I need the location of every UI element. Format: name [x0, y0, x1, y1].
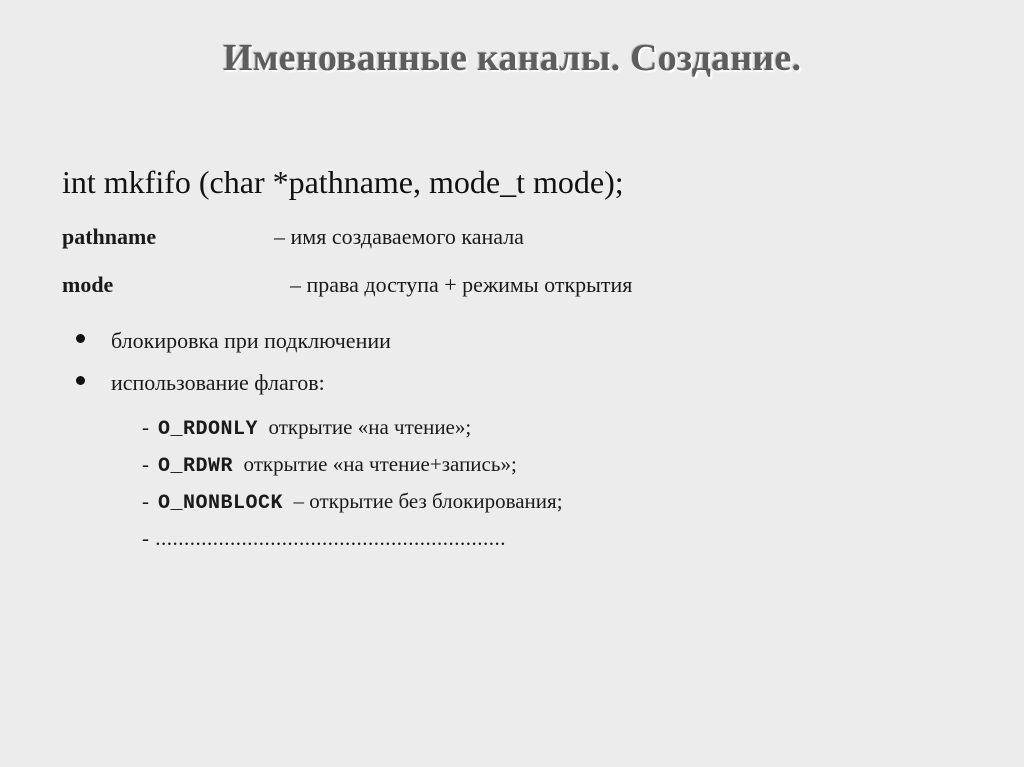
parameter-name-pathname: pathname — [62, 224, 157, 249]
flag-item-nonblock — [142, 484, 1024, 521]
flag-dash: - — [142, 452, 149, 476]
flag-item-ellipsis: - ............................................................. — [142, 526, 506, 550]
parameter-name-mode: mode — [62, 272, 114, 297]
flag-code-nonblock: O_NONBLOCK — [158, 492, 284, 515]
parameter-row-mode — [0, 270, 1024, 300]
page-title: Именованные каналы. Создание. — [222, 37, 802, 79]
slide-content — [0, 160, 1024, 556]
bullet-list — [0, 326, 1024, 556]
flag-dash: - — [142, 415, 149, 439]
bullet-text: использование флагов: — [111, 370, 325, 395]
bullet-text: блокировка при подключении — [111, 328, 391, 353]
bullet-dot-icon — [76, 334, 85, 343]
flag-code-rdwr: O_RDWR — [158, 455, 234, 478]
flag-code-rdonly: O_RDONLY — [158, 418, 259, 441]
list-item — [76, 368, 1024, 398]
flag-description-rdonly: открытие «на чтение»; — [268, 415, 472, 439]
flag-item-rdwr — [142, 447, 1024, 484]
parameter-description-mode: – права доступа + режимы открытия — [290, 272, 633, 297]
function-signature: int mkfifo (char *pathname, mode_t mode); — [62, 164, 624, 200]
flag-description-nonblock: – открытие без блокирования; — [293, 489, 563, 513]
bullet-dot-icon — [76, 376, 85, 385]
list-item — [76, 326, 1024, 356]
flag-dash: - — [142, 489, 149, 513]
flag-list — [76, 410, 1024, 556]
parameter-row-pathname — [0, 222, 1024, 252]
flag-description-rdwr: открытие «на чтение+запись»; — [243, 452, 517, 476]
flag-item-rdonly — [142, 410, 1024, 447]
parameter-description-pathname: – имя создаваемого канала — [274, 224, 524, 249]
